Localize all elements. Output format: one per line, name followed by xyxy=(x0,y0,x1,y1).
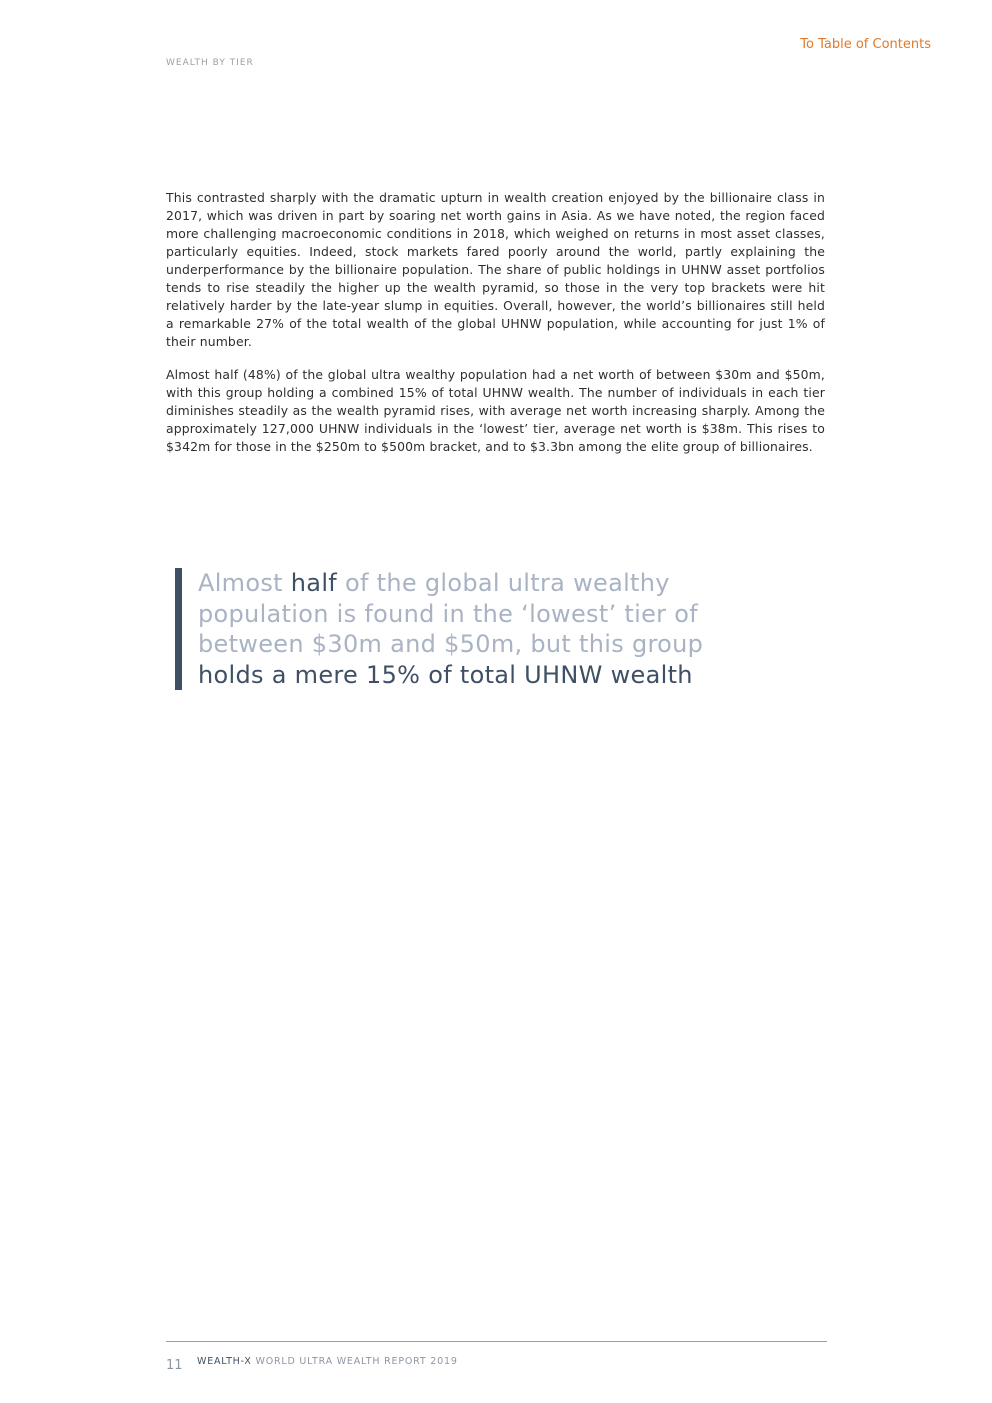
footer-report-name: WORLD ULTRA WEALTH REPORT 2019 xyxy=(251,1356,458,1367)
body-text xyxy=(166,189,825,471)
table-of-contents-link[interactable]: To Table of Contents xyxy=(800,37,931,52)
pull-quote-highlight-conclusion: holds a mere 15% of total UHNW wealth xyxy=(198,660,693,689)
pull-quote-text-2: of the global ultra wealthy population is found in the ‘lowest’ tier of between $30m and $50m, but this group xyxy=(198,569,704,658)
paragraph-1: This contrasted sharply with the dramatic upturn in wealth creation enjoyed by the billionaire class in 2017, which was driven in part by soaring net worth gains in Asia. As we have noted, the region faced more challenging macroeconomic conditions in 2018, which weighed on returns in most asset classes, particularly equities. Indeed, stock markets fared poorly around the world, partly explaining the underperformance by the billionaire population. The share of public holdings in UHNW asset portfolios tends to rise steadily the higher up the wealth pyramid, so those in the very top brackets were hit relatively harder by the late-year slump in equities. Overall, however, the world’s billionaires still held a remarkable 27% of the total wealth of the global UHNW population, while accounting for just 1% of their number. xyxy=(166,190,825,349)
page-number: 11 xyxy=(166,1358,183,1373)
footer-brand: WEALTH-X xyxy=(197,1356,252,1367)
footer-divider xyxy=(166,1341,827,1342)
footer-report-title xyxy=(197,1356,458,1367)
pull-quote-text-1: Almost xyxy=(198,569,291,597)
paragraph-2: Almost half (48%) of the global ultra wealthy population had a net worth of between $30m and $50m, with this group holding a combined 15% of total UHNW wealth. The number of individuals in each tier diminishes steadily as the wealth pyramid rises, with average net worth increasing sharply. Among the approximately 127,000 UHNW individuals in the ‘lowest’ tier, average net worth is $38m. This rises to $342m for those in the $250m to $500m bracket, and to $3.3bn among the elite group of billionaires. xyxy=(166,367,825,454)
section-label: WEALTH BY TIER xyxy=(166,58,254,68)
pull-quote xyxy=(175,568,775,690)
pull-quote-highlight-half: half xyxy=(290,569,338,597)
